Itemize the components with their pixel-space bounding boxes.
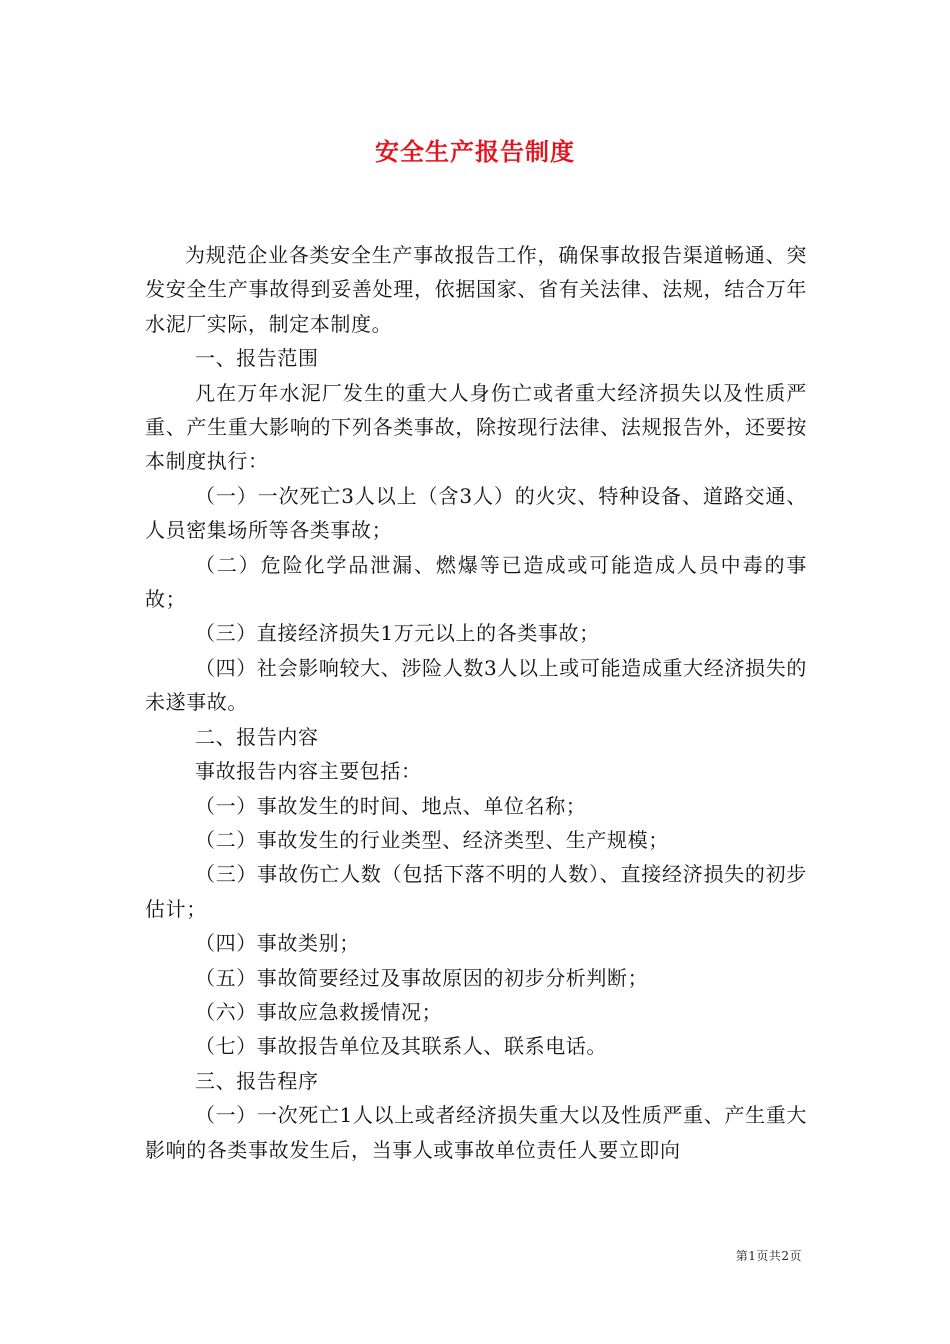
list-item-content-1: （一）事故发生的时间、地点、单位名称； [195, 793, 587, 818]
list-item-scope-4: （四）社会影响较大、涉险人数3人以上或可能造成重大经济损失的未遂事故。 [145, 655, 807, 715]
paragraph-intro: 为规范企业各类安全生产事故报告工作，确保事故报告渠道畅通、突发安全生产事故得到妥善处理，依据国家、省有关法律、法规，结合万年水泥厂实际，制定本制度。 [145, 243, 807, 336]
list-item-content-3: （三）事故伤亡人数（包括下落不明的人数）、直接经济损失的初步估计； [145, 862, 807, 921]
list-item-content-4: （四）事故类别； [195, 931, 360, 956]
list-item-scope-3: （三）直接经济损失1万元以上的各类事故； [195, 621, 600, 646]
list-item-scope-1: （一）一次死亡3人以上（含3人）的火灾、特种设备、道路交通、人员密集场所等各类事故； [145, 483, 807, 543]
section-heading-procedure: 三、报告程序 [195, 1068, 319, 1093]
paragraph-content: 事故报告内容主要包括： [195, 759, 422, 784]
section-heading-content: 二、报告内容 [195, 724, 319, 749]
document-body [145, 238, 807, 1167]
list-item-scope-2: （二）危险化学品泄漏、燃爆等已造成或可能造成人员中毒的事故； [145, 552, 807, 612]
list-item-content-6: （六）事故应急救援情况； [195, 999, 443, 1024]
section-heading-scope: 一、报告范围 [195, 346, 319, 371]
page-number: 第1页共2页 [735, 1249, 802, 1263]
list-item-procedure-1: （一）一次死亡1人以上或者经济损失重大以及性质严重、产生重大影响的各类事故发生后，当事人或事故单位责任人要立即向 [145, 1103, 807, 1162]
document-title: 安全生产报告制度 [375, 137, 575, 166]
list-item-content-7: （七）事故报告单位及其联系人、联系电话。 [195, 1034, 607, 1059]
list-item-content-2: （二）事故发生的行业类型、经济类型、生产规模； [195, 827, 669, 852]
paragraph-scope: 凡在万年水泥厂发生的重大人身伤亡或者重大经济损失以及性质严重、产生重大影响的下列各类事故，除按现行法律、法规报告外，还要按本制度执行： [145, 380, 807, 474]
list-item-content-5: （五）事故简要经过及事故原因的初步分析判断； [195, 965, 649, 990]
